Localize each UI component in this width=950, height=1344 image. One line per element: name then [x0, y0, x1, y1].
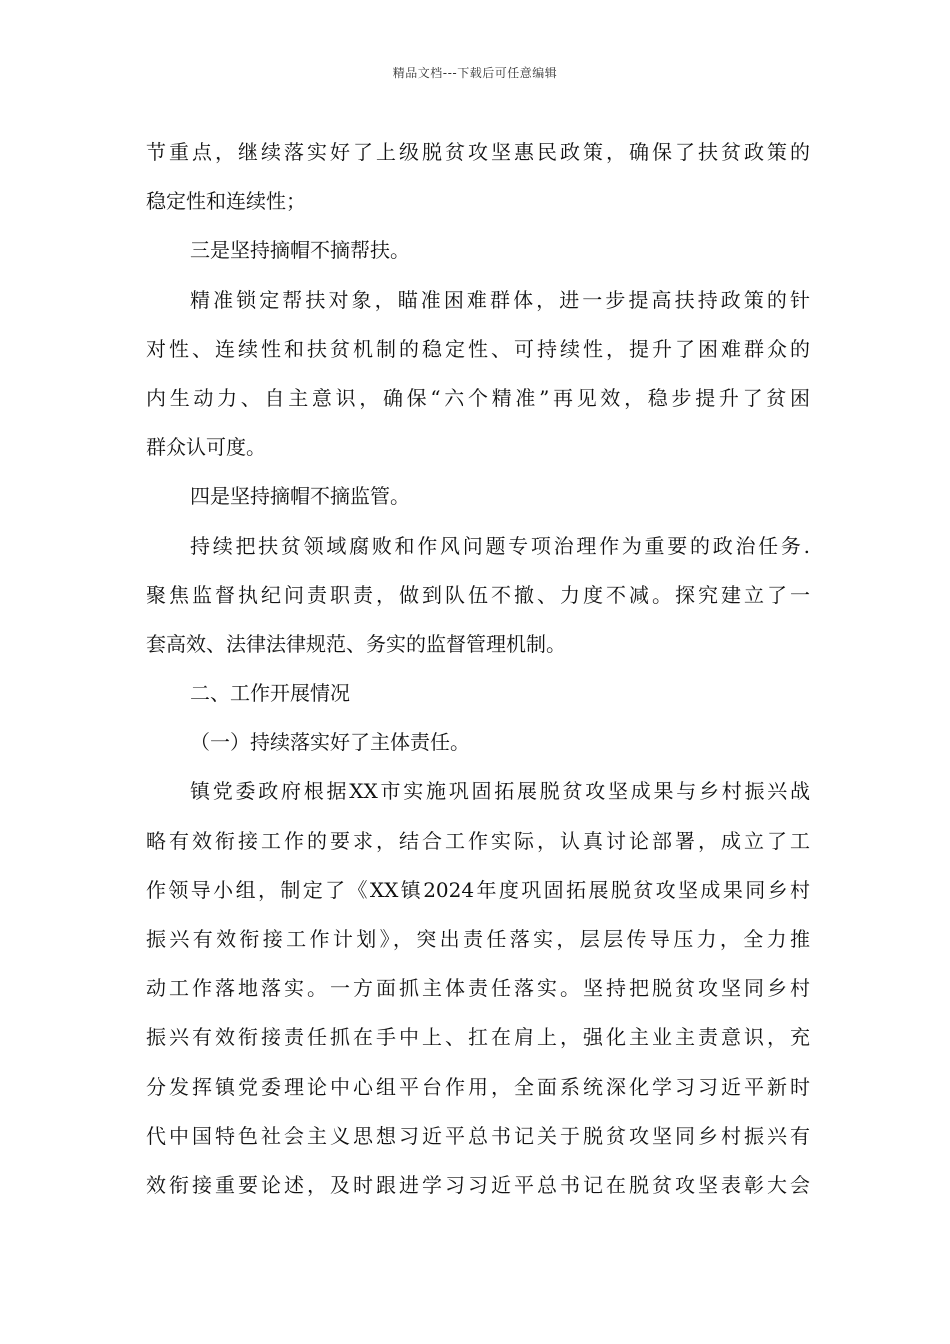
document-body	[146, 128, 810, 1210]
text-line: 作领导小组，制定了《XX镇2024年度巩固拓展脱贫攻坚成果同乡村	[146, 877, 810, 902]
text-line: 稳定性和连续性；	[146, 189, 306, 214]
text-line: 分发挥镇党委理论中心组平台作用，全面系统深化学习习近平新时	[146, 1074, 810, 1099]
text-line: 二、工作开展情况	[190, 681, 350, 706]
text-line: 效衔接重要论述，及时跟进学习习近平总书记在脱贫攻坚表彰大会	[146, 1172, 810, 1197]
text-line: （一）持续落实好了主体责任。	[190, 730, 470, 755]
text-line: 四是坚持摘帽不摘监管。	[190, 484, 410, 509]
text-line: 持续把扶贫领域腐败和作风问题专项治理作为重要的政治任务.	[190, 533, 810, 558]
page-header: 精品文档---下载后可任意编辑	[392, 66, 558, 80]
text-line: 振兴有效衔接工作计划》，突出责任落实，层层传导压力，全力推	[146, 927, 810, 951]
text-line: 振兴有效衔接责任抓在手中上、扛在肩上，强化主业主责意识，充	[146, 1025, 810, 1050]
text-line: 群众认可度。	[146, 435, 266, 460]
text-line: 对性、连续性和扶贫机制的稳定性、可持续性，提升了困难群众的	[146, 336, 810, 361]
text-line: 内生动力、自主意识，确保“六个精准”再见效，稳步提升了贫困	[146, 385, 810, 410]
text-line: 镇党委政府根据XX市实施巩固拓展脱贫攻坚成果与乡村振兴战	[190, 779, 810, 804]
text-line: 三是坚持摘帽不摘帮扶。	[190, 238, 410, 263]
text-line: 代中国特色社会主义思想习近平总书记关于脱贫攻坚同乡村振兴有	[146, 1123, 810, 1148]
text-line: 动工作落地落实。一方面抓主体责任落实。坚持把脱贫攻坚同乡村	[146, 976, 810, 1001]
text-line: 精准锁定帮扶对象，瞄准困难群体，进一步提高扶持政策的针	[190, 287, 810, 312]
text-line: 聚焦监督执纪问责职责，做到队伍不撤、力度不减。探究建立了一	[146, 582, 810, 607]
text-line: 略有效衔接工作的要求，结合工作实际，认真讨论部署，成立了工	[146, 828, 810, 853]
text-line: 套高效、法律法律规范、务实的监督管理机制。	[146, 631, 566, 656]
text-line: 节重点，继续落实好了上级脱贫攻坚惠民政策，确保了扶贫政策的	[146, 140, 810, 164]
